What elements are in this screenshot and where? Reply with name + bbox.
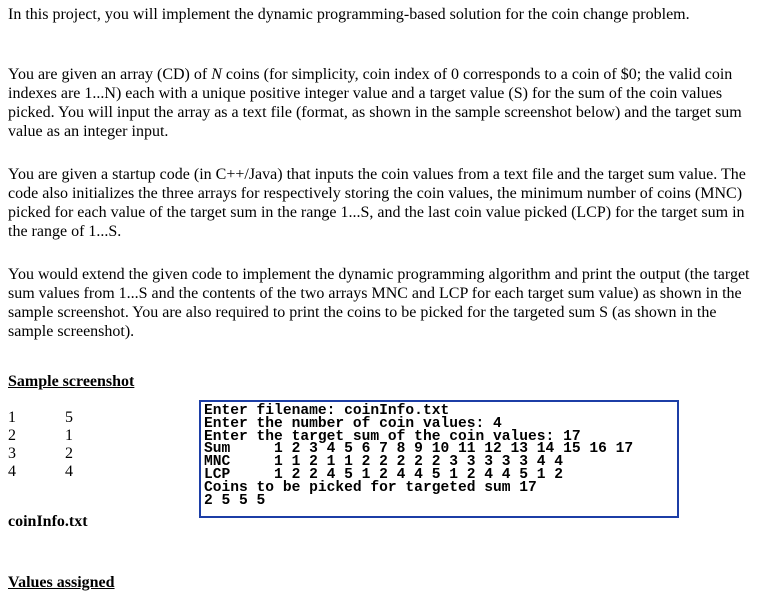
coin-index: 3 [8,445,16,462]
console-line: 2 5 5 5 [204,492,266,509]
array-description-paragraph [8,65,760,141]
coin-file-table [8,409,85,481]
console-line: Enter the target sum of the coin values: 17 [204,428,581,445]
coin-value: 2 [65,445,73,462]
coin-file-caption: coinInfo.txt [8,513,88,530]
n-variable: N [211,66,222,83]
coin-index: 4 [8,463,16,480]
coin-value: 4 [65,463,73,480]
p2-text-b: coins (for simplicity, coin index of 0 corresponds to a coin of $0; the valid coin indexes are 1...N) each with a unique positive integer value and a target value (S) for the sum of the coin values picked. You will input the array as a text file (format, as shown in the sample screenshot below) and the target sum value as an integer input. [8,66,742,140]
coin-value: 5 [65,409,73,426]
startup-code-paragraph: You are given a startup code (in C++/Java) that inputs the coin values from a text file and the target sum value. The code also initializes the three arrays for respectively storing the coin values, the minimum number of coins (MNC) picked for each value of the target sum in the range 1...S, and the last coin value picked (LCP) for the target sum in the range of 1...S. [8,166,746,240]
console-line: LCP 1 2 2 4 5 1 2 4 4 5 1 2 4 4 5 1 2 [204,466,564,483]
values-assigned-heading: Values assigned [8,574,115,591]
p2-text-a: You are given an array (CD) of [8,66,212,83]
coin-index: 1 [8,409,16,426]
coin-index: 2 [8,427,16,444]
coin-row [8,409,85,427]
console-line: Enter filename: coinInfo.txt [204,403,450,419]
coin-row [8,445,85,463]
console-window [199,400,679,518]
coin-row [8,463,85,481]
console-line: Sum 1 2 3 4 5 6 7 8 9 10 11 12 13 14 15 16 17 [204,441,634,458]
coin-value: 1 [65,427,73,444]
console-line: Coins to be picked for targeted sum 17 [204,479,537,496]
coin-row [8,427,85,445]
console-line: Enter the number of coin values: 4 [204,415,502,432]
extension-paragraph: You would extend the given code to implement the dynamic programming algorithm and print the output (the target sum values from 1...S and the contents of the two arrays MNC and LCP for each target sum value) as shown in the sample screenshot. You are also required to print the coins to be picked for the targeted sum S (as shown in the sample screenshot). [8,266,750,340]
sample-screenshot-heading: Sample screenshot [8,373,135,390]
console-output [204,405,633,507]
intro-paragraph: In this project, you will implement the dynamic programming-based solution for the coin change problem. [8,6,690,23]
console-line: MNC 1 1 2 1 1 2 2 2 2 2 3 3 3 3 3 4 4 [204,454,564,471]
